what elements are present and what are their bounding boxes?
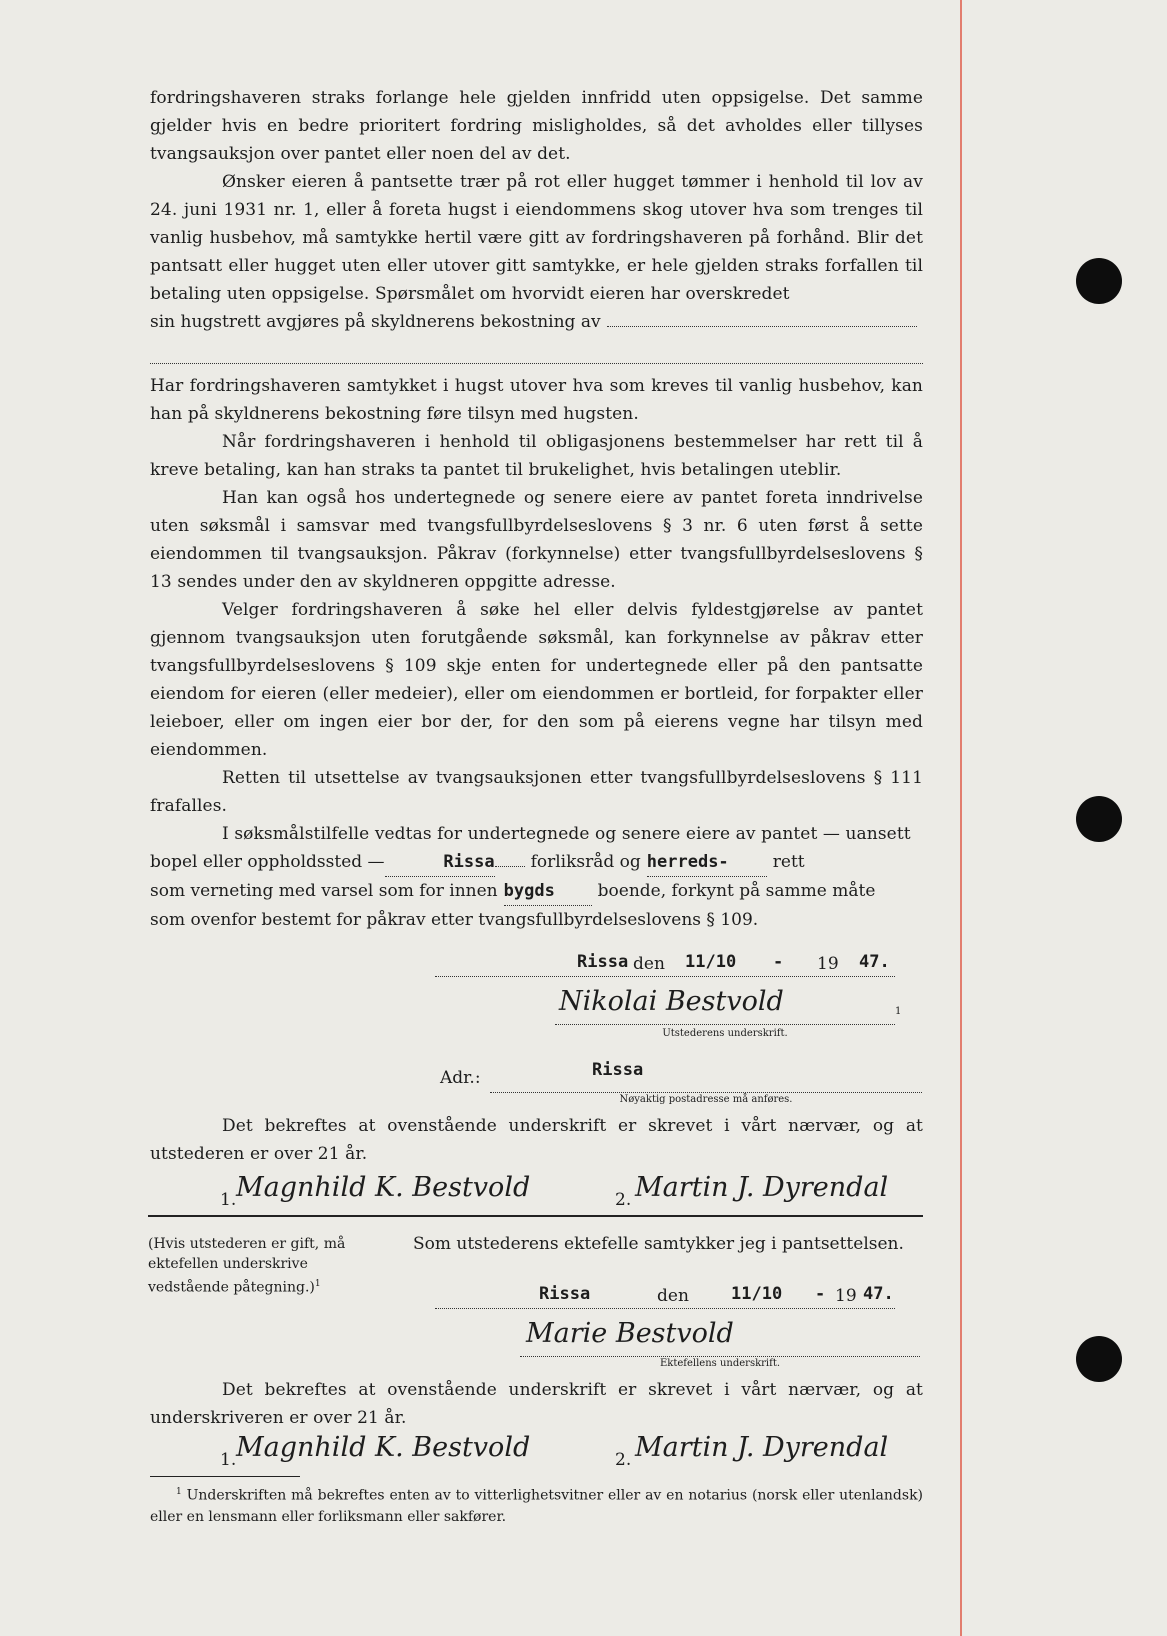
spouse-signature-line	[520, 1320, 920, 1357]
witness-1-signatures	[150, 1172, 1000, 1212]
address-caption: Nøyaktig postadresse må anføres.	[619, 1094, 793, 1105]
address-label: Adr.:	[440, 1068, 481, 1088]
witness-2-block	[150, 1376, 923, 1432]
verneting-line-1	[150, 848, 923, 877]
hugstrett-text: sin hugstrett avgjøres på skyldnerens bekostning av	[150, 312, 601, 332]
witness-1-block	[150, 1112, 923, 1168]
issuer-signature: Nikolai Bestvold	[559, 986, 784, 1017]
witness-2-number-1: 1.	[220, 1450, 237, 1470]
margin-rule	[960, 0, 962, 1636]
spouse-note	[148, 1234, 353, 1298]
address-value: Rissa	[592, 1060, 644, 1080]
spouse-note-text: (Hvis utstederen er gift, må ektefellen underskrive vedstående påtegning.)	[148, 1236, 346, 1296]
witness-1-signature-1: Magnhild K. Bestvold	[236, 1172, 531, 1203]
verneting-text-5: boende, forkynt på samme måte	[597, 881, 876, 901]
paragraph-8: I søksmålstilfelle vedtas for undertegnede og senere eiere av pantet — uansett	[222, 824, 911, 844]
paragraph-7: Retten til utsettelse av tvangsauksjonen etter tvangsfullbyrdelseslovens § 111 frafalles.	[150, 768, 923, 816]
paragraph-5: Han kan også hos undertegnede og senere eiere av pantet foreta inndrivelse uten søksmål i samsvar med tvangsfullbyrdelseslovens § 3 nr. 6 uten først å sette eiendommen til tvangsauksjon. Påkrav (forkynnelse) etter tvangsfullbyrdelseslovens § 13 sendes under den av skyldneren oppgitte adresse.	[150, 488, 923, 592]
verneting-line-3	[150, 906, 923, 934]
spouse-den: den	[657, 1286, 689, 1306]
spouse-signature-caption: Ektefellens underskrift.	[659, 1358, 781, 1369]
issuer-den: den	[633, 954, 665, 974]
blank-line	[150, 336, 923, 364]
witness-2-signature-2: Martin J. Dyrendal	[635, 1432, 889, 1463]
verneting-text-3: rett	[772, 852, 805, 872]
punch-hole-bottom	[1076, 1336, 1122, 1382]
paragraph-4: Når fordringshaveren i henhold til obligasjonens bestemmelser har rett til å kreve betaling, kan han straks ta pantet til brukelighet, hvis betalingen uteblir.	[150, 432, 923, 480]
bygd-value: bygds	[503, 881, 555, 901]
issuer-date-line	[435, 952, 895, 977]
witness-2-number-2: 2.	[615, 1450, 632, 1470]
body-text	[150, 84, 923, 934]
spouse-signature: Marie Bestvold	[526, 1318, 734, 1349]
spouse-dash: -	[815, 1284, 826, 1304]
forliksrad-value: Rissa	[443, 852, 495, 872]
spouse-year-prefix: 19	[835, 1286, 857, 1306]
punch-hole-top	[1076, 258, 1122, 304]
footnote	[150, 1482, 923, 1528]
herred-field	[647, 848, 767, 877]
issuer-footnote-mark: 1	[895, 1006, 902, 1017]
footnote-text: Underskriften må bekreftes enten av to vitterlighetsvitner eller av en notarius (norsk eller utenlandsk) eller en lensmann eller forliksmann eller sakfører.	[150, 1487, 924, 1525]
paragraph-6: Velger fordringshaveren å søke hel eller delvis fyldestgjørelse av pantet gjennom tvangsauksjon uten forutgående søksmål, kan forkynnelse av påkrav etter tvangsfullbyrdelseslovens § 109 skje enten for undertegnede eller på den pantsatte eiendom for eieren (eller medeier), eller om eiendommen er bortleid, for forpakter eller leieboer, eller om ingen eier bor der, for den som på eierens vegne har tilsyn med eiendommen.	[150, 600, 923, 760]
paragraph-2: Ønsker eieren å pantsette trær på rot eller hugget tømmer i henhold til lov av 24. juni 1931 nr. 1, eller å foreta hugst i eiendommens skog utover hva som trenges til vanlig husbehov, må samtykke hertil være gitt av fordringshaveren på forhånd. Blir det pantsatt eller hugget uten eller utover gitt samtykke, er hele gjelden straks forfallen til betaling uten oppsigelse. Spørsmålet om hvorvidt eieren har overskredet	[150, 172, 923, 304]
verneting-text-1: bopel eller oppholdssted —	[150, 852, 385, 872]
forliksrad-field	[385, 848, 495, 877]
bygd-field	[504, 877, 592, 906]
paragraph-3: Har fordringshaveren samtykket i hugst utover hva som kreves til vanlig husbehov, kan han på skyldnerens bekostning føre tilsyn med hugsten.	[150, 376, 923, 424]
issuer-signature-caption: Utstederens underskrift.	[662, 1028, 788, 1039]
footnote-mark: 1	[176, 1487, 182, 1497]
verneting-line-2	[150, 877, 923, 906]
hugstrett-blank	[607, 310, 917, 327]
witness-1-signature-2: Martin J. Dyrendal	[635, 1172, 889, 1203]
witness-1-number-2: 2.	[615, 1190, 632, 1210]
herred-value: herreds-	[646, 852, 729, 872]
witness-2-signature-1: Magnhild K. Bestvold	[236, 1432, 531, 1463]
hugstrett-line	[150, 308, 923, 336]
witness-2-signatures	[150, 1430, 1000, 1470]
witness-1-number-1: 1.	[220, 1190, 237, 1210]
paragraph-1: fordringshaveren straks forlange hele gjelden innfridd uten oppsigelse. Det samme gjelder hvis en bedre prioritert fordring misligholdes, så det avholdes eller tillyses tvangsauksjon over pantet eller noen del av det.	[150, 88, 923, 164]
witness-1-statement: Det bekreftes at ovenstående underskrift er skrevet i vårt nærvær, og at utstederen er over 21 år.	[150, 1116, 923, 1164]
issuer-year-prefix: 19	[817, 954, 839, 974]
verneting-text-2: forliksråd og	[530, 852, 641, 872]
spouse-date: 11/10	[731, 1284, 783, 1304]
address-line	[490, 1060, 922, 1093]
issuer-dash: -	[773, 952, 784, 972]
spouse-note-mark: 1	[314, 1279, 321, 1289]
verneting-text-4: som verneting med varsel som for innen	[150, 881, 498, 901]
footnote-rule	[150, 1476, 300, 1477]
forliksrad-field-tail	[495, 866, 525, 867]
issuer-year-suffix: 47.	[859, 952, 890, 972]
witness-2-statement: Det bekreftes at ovenstående underskrift er skrevet i vårt nærvær, og at underskriveren er over 21 år.	[150, 1380, 923, 1428]
spouse-date-line	[435, 1284, 895, 1309]
issuer-signature-line	[555, 986, 902, 1025]
spouse-place: Rissa	[539, 1284, 591, 1304]
verneting-text-6: som ovenfor bestemt for påkrav etter tvangsfullbyrdelseslovens § 109.	[150, 910, 759, 930]
issuer-place: Rissa	[577, 952, 629, 972]
spouse-consent: Som utstederens ektefelle samtykker jeg i pantsettelsen.	[413, 1234, 904, 1254]
issuer-date: 11/10	[685, 952, 737, 972]
section-divider	[148, 1215, 923, 1217]
punch-hole-middle	[1076, 796, 1122, 842]
spouse-year-suffix: 47.	[863, 1284, 894, 1304]
